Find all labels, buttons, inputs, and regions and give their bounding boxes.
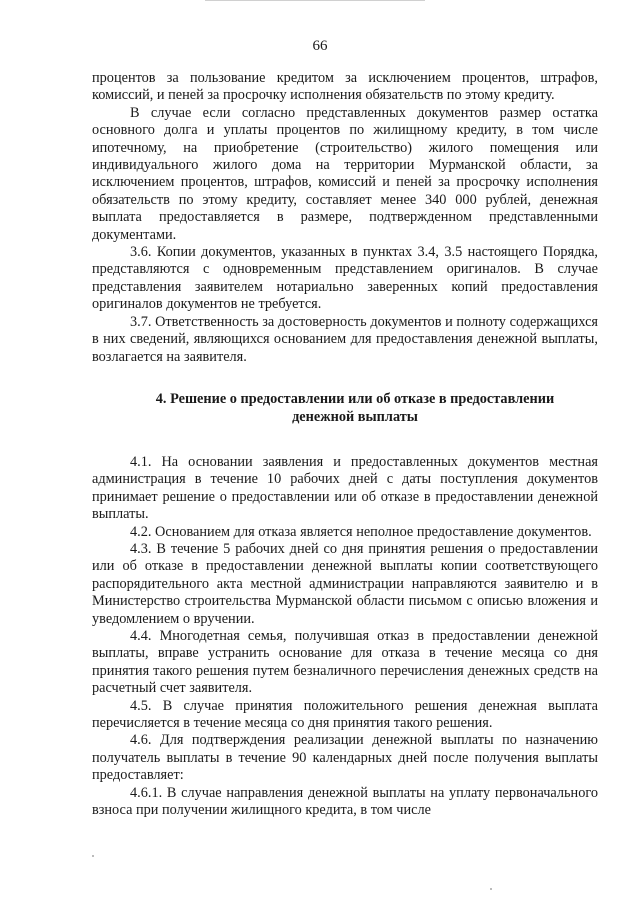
paragraph: 3.7. Ответственность за достоверность документов и полноту содержащихся в них сведений, являющихся основанием для предоставления денежной выплаты, возлагается на заявителя. — [92, 313, 598, 365]
paragraph: В случае если согласно представленных документов размер остатка основного долга и уплаты процентов по жилищному кредиту, в том числе ипотечному, на приобретение (строительство) жилого помещения или индивидуального жилого дома на территории Мурманской области, за исключением процентов, штрафов, комиссий и пеней за просрочку исполнения обязательств по этому кредиту, составляет менее 340 000 рублей, денежная выплата предоставляется в размере, подтвержденном представленными документами. — [92, 104, 598, 243]
paragraph: 4.2. Основанием для отказа является неполное предоставление документов. — [130, 523, 592, 540]
scan-speck — [490, 888, 492, 890]
section-heading — [92, 390, 598, 426]
paragraph: 4.5. В случае принятия положительного решения денежная выплата перечисляется в течение месяца со дня принятия такого решения. — [92, 697, 598, 731]
section-heading-line1: 4. Решение о предоставлении или об отказе в предоставлении — [155, 390, 555, 407]
page-number: 66 — [312, 38, 328, 54]
paragraph: 4.4. Многодетная семья, получившая отказ в предоставлении денежной выплаты, вправе устранить основание для отказа в течение месяца со дня принятия такого решения путем безналичного перечисления денежных средств на расчетный счет заявителя. — [92, 627, 598, 697]
document-body — [92, 70, 598, 819]
paragraph: процентов за пользование кредитом за исключением процентов, штрафов, комиссий, и пеней за просрочку исполнения обязательств по этому кредиту. — [92, 70, 598, 104]
paragraph: 4.6.1. В случае направления денежной выплаты на уплату первоначального взноса при получении жилищного кредита, в том числе — [92, 784, 598, 819]
paragraph: 3.6. Копии документов, указанных в пунктах 3.4, 3.5 настоящего Порядка, представляются с одновременным представлением оригиналов. В случае представления заявителем нотариально заверенных копий предоставления оригиналов документов не требуется. — [92, 244, 598, 313]
paragraph: 4.6. Для подтверждения реализации денежной выплаты по назначению получатель выплаты в течение 90 календарных дней после получения выплаты предоставляет: — [92, 732, 598, 784]
section-heading-line2: денежной выплаты — [292, 408, 418, 425]
top-edge-line — [205, 0, 425, 1]
paragraph: 4.1. На основании заявления и предоставленных документов местная администрация в течение 10 рабочих дней с даты поступления документов принимает решение о предоставлении или об отказе в предоставлении денежной выплаты. — [92, 453, 598, 523]
paragraph: 4.3. В течение 5 рабочих дней со дня принятия решения о предоставлении или об отказе в предоставлении денежной выплаты копии соответствующего распорядительного акта местной администрации направляются заявителю и в Министерство строительства Мурманской области письмом с описью вложения и уведомлением о вручении. — [92, 540, 598, 627]
scan-speck — [92, 855, 94, 857]
